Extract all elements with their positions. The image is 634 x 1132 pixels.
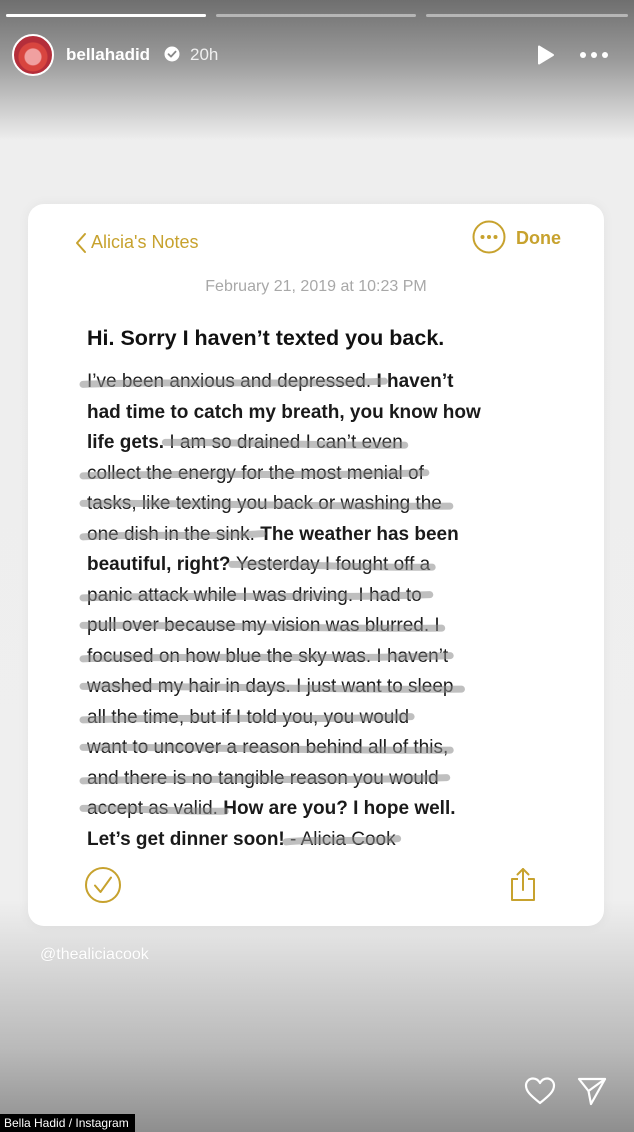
note-line	[87, 489, 539, 520]
note-card	[28, 204, 604, 926]
note-text-crossed-out: panic attack while I was driving. I had to	[87, 584, 422, 606]
note-line	[87, 794, 539, 825]
note-line	[87, 642, 539, 673]
heart-icon[interactable]	[524, 1076, 556, 1106]
chevron-left-icon	[74, 232, 88, 254]
note-text-crossed-out: pull over because my vision was blurred. I	[87, 615, 440, 636]
note-text-crossed-out: I am so drained I can’t even	[169, 432, 403, 453]
progress-segment	[426, 14, 628, 17]
share-icon[interactable]	[508, 866, 538, 902]
note-line	[87, 459, 539, 490]
note-text-crossed-out: washed my hair in days. I just want to sleep	[87, 676, 454, 697]
story-progress	[6, 14, 628, 18]
note-text-crossed-out: all the time, but if I told you, you would	[87, 706, 410, 728]
note-text-crossed-out: and there is no tangible reason you would	[87, 767, 439, 789]
note-line	[87, 581, 539, 612]
verified-badge-icon	[164, 46, 180, 62]
done-button[interactable]: Done	[516, 228, 561, 248]
note-title: Hi. Sorry I haven’t texted you back.	[87, 326, 445, 350]
post-time: 20h	[190, 45, 219, 64]
progress-segment	[216, 14, 416, 17]
note-date: February 21, 2019 at 10:23 PM	[205, 278, 427, 295]
back-label: Alicia's Notes	[91, 232, 199, 252]
note-text-crossed-out: accept as valid.	[87, 798, 224, 819]
note-text-kept: I haven’t	[376, 371, 454, 392]
note-line	[87, 825, 539, 856]
note-text-crossed-out: collect the energy for the most menial of	[87, 462, 424, 484]
note-text-kept: beautiful, right?	[87, 554, 236, 575]
note-text-crossed-out: tasks, like texting you back or washing the	[87, 493, 442, 514]
note-line	[87, 733, 539, 764]
send-icon[interactable]	[576, 1076, 608, 1106]
note-text-crossed-out: I’ve been anxious and depressed.	[87, 371, 377, 392]
note-text-crossed-out: Yesterday I fought off a	[235, 554, 431, 575]
note-line	[87, 764, 539, 795]
photo-credit: Bella Hadid / Instagram	[0, 1114, 135, 1132]
note-text-kept: How are you? I hope well.	[223, 798, 456, 819]
watermark: @thealiciacook	[40, 946, 149, 963]
note-line	[87, 550, 539, 581]
note-text-crossed-out: one dish in the sink.	[87, 523, 261, 545]
note-line	[87, 672, 539, 703]
more-circle-icon[interactable]	[472, 220, 506, 254]
note-line	[87, 367, 539, 398]
note-body	[87, 367, 539, 855]
username[interactable]: bellahadid	[66, 45, 151, 64]
note-text-kept: The weather has been	[260, 523, 459, 545]
note-line	[87, 611, 539, 642]
play-icon[interactable]	[534, 44, 556, 66]
avatar[interactable]	[12, 34, 54, 76]
note-line	[87, 520, 539, 551]
more-horizontal-icon[interactable]	[578, 44, 612, 66]
progress-segment	[6, 14, 206, 17]
note-text-kept: Let’s get dinner soon!	[87, 828, 291, 850]
note-text-crossed-out: want to uncover a reason behind all of this,	[87, 737, 449, 758]
note-line	[87, 398, 539, 429]
note-text-kept: had time to catch my breath, you know how	[87, 401, 481, 423]
note-text-crossed-out: - Alicia Cook	[290, 828, 396, 850]
note-text-crossed-out: focused on how blue the sky was. I haven’t	[87, 645, 449, 667]
story-header	[12, 34, 622, 78]
note-text-kept: life gets.	[87, 432, 170, 453]
note-line	[87, 428, 539, 459]
note-line	[87, 703, 539, 734]
check-circle-icon[interactable]	[84, 866, 122, 904]
